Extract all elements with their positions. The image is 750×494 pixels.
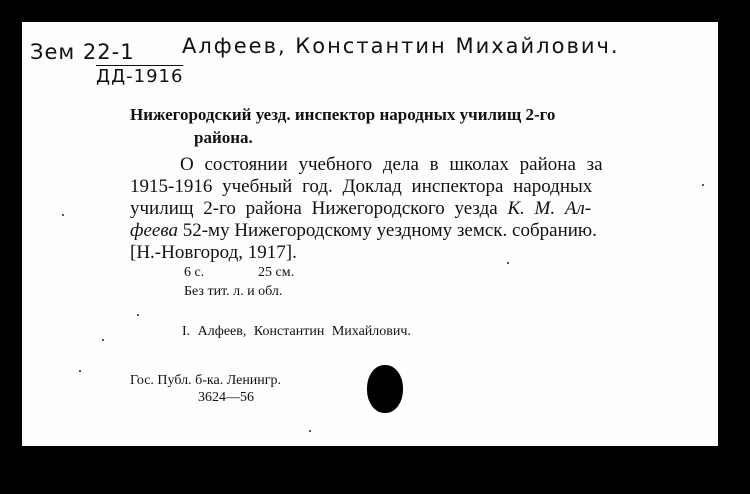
collation-size: 25 см. — [258, 265, 295, 280]
author-initials: К. М. Ал- — [507, 198, 592, 219]
catalog-card — [22, 22, 718, 446]
body-line-4 — [130, 220, 597, 242]
ink-speck — [102, 339, 104, 341]
handwritten-shelf-code-2: ДД-1916 — [96, 66, 184, 87]
library-number: 3624—56 — [198, 390, 254, 405]
body-line-3-text: училищ 2-го района Нижегородского уезда — [130, 198, 498, 219]
author-surname-end: феева — [130, 220, 178, 241]
ink-speck — [507, 262, 509, 264]
ink-speck — [137, 314, 139, 316]
body-line-5: [Н.-Новгород, 1917]. — [130, 242, 297, 263]
heading-line-2: района. — [194, 128, 253, 147]
ink-speck — [702, 184, 704, 186]
handwritten-shelf-code: Зем 22-1 — [30, 40, 135, 64]
ink-speck — [62, 214, 64, 216]
handwritten-author-name: Алфеев, Константин Михайлович. — [182, 34, 620, 58]
ink-speck — [79, 370, 81, 372]
body-line-3 — [130, 198, 591, 220]
body-line-1: О состоянии учебного дела в школах района за — [180, 154, 603, 175]
collation-pages: 6 с. — [184, 265, 205, 280]
collation-note: Без тит. л. и обл. — [184, 284, 283, 299]
body-line-2: 1915-1916 учебный год. Доклад инспектора народных — [130, 176, 593, 197]
body-line-4-text: 52-му Нижегородскому уездному земск. собранию. — [177, 220, 597, 241]
card-punch-hole — [367, 365, 403, 413]
tracing-line: I. Алфеев, Константин Михайлович. — [182, 324, 411, 339]
library-name: Гос. Публ. б-ка. Ленингр. — [130, 373, 282, 388]
ink-speck — [309, 430, 311, 432]
heading-line-1: Нижегородский уезд. инспектор народных училищ 2-го — [130, 105, 556, 124]
